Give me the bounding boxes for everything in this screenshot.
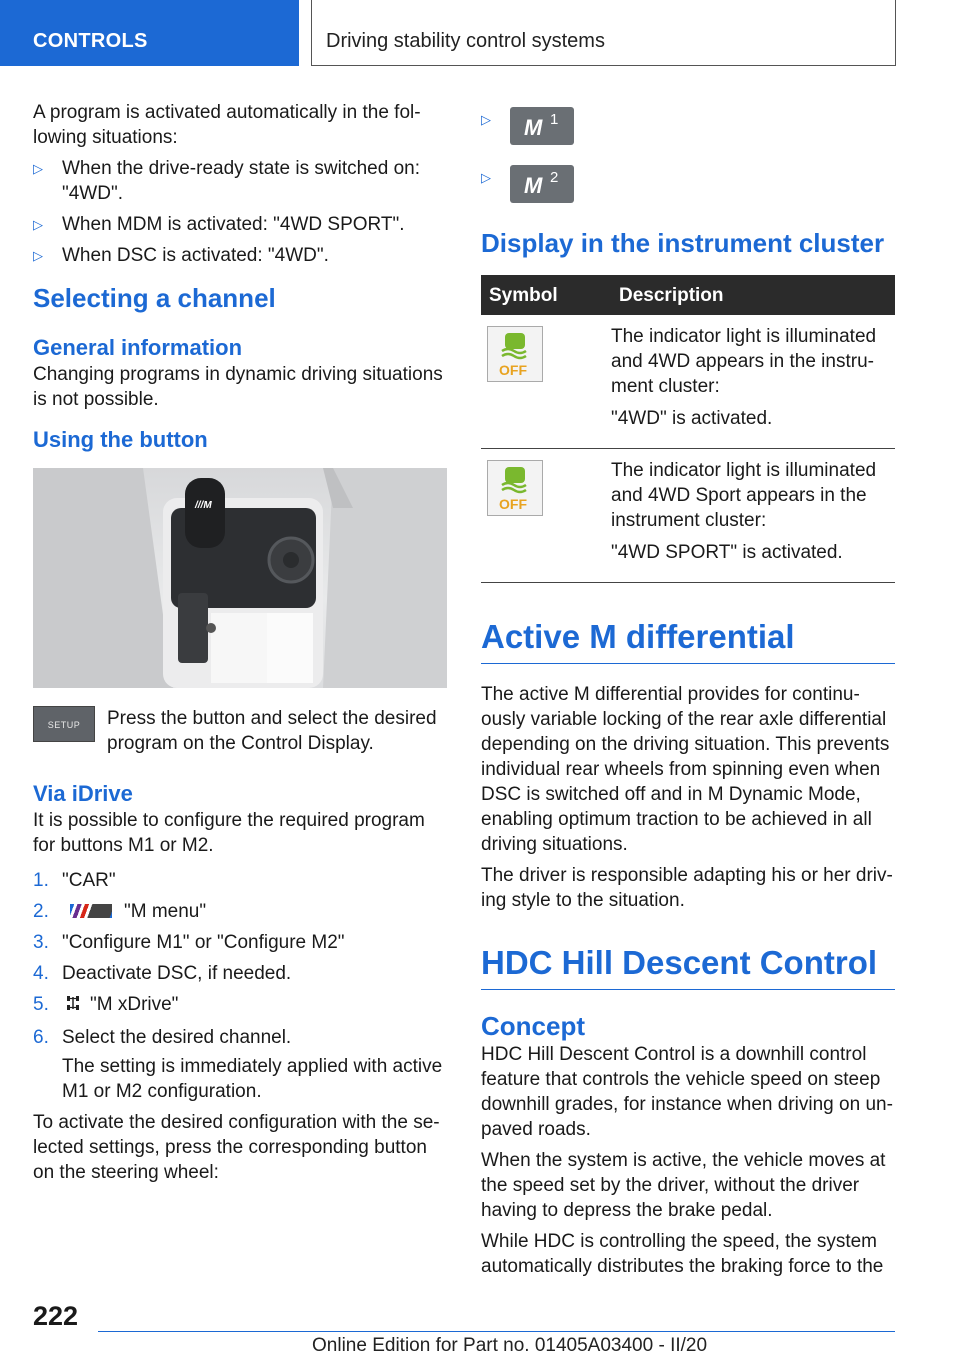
active-paragraph-1: The active M differential provides for continu-ously variable locking of the rear axle differential depending on the driving situation. This prevents individual rear wheels from spinning even when DSC is switched off and in M Dynamic Mode, enabling optimum traction to be achieved in all driving situations. xyxy=(481,684,890,855)
xdrive-icon xyxy=(66,994,82,1019)
right-column xyxy=(481,107,895,1285)
list-item xyxy=(481,165,895,205)
heading-general-information: General information xyxy=(33,335,243,360)
m-button-list xyxy=(481,107,895,205)
configure-steps xyxy=(33,868,447,1050)
idrive-text: It is possible to configure the required program for buttons M1 or M2. xyxy=(33,810,425,856)
table-row: OFF The indicator light is illuminated and 4WD Sport appears in the instrument cluster: "4WD SPORT" is activated. xyxy=(481,449,895,583)
triangle-bullet-icon: ▷ xyxy=(481,170,491,185)
list-item: 5. "M xDrive" xyxy=(33,992,447,1019)
triangle-bullet-icon: ▷ xyxy=(33,161,43,176)
triangle-bullet-icon: ▷ xyxy=(33,248,43,263)
svg-text:///M: ///M xyxy=(195,500,212,511)
hdc-paragraph-2: When the system is active, the vehicle moves at the speed set by the driver, without the driver having to depress the brake pedal. xyxy=(481,1150,886,1221)
list-item: ▷ When DSC is activated: "4WD". xyxy=(33,245,329,266)
active-paragraph-2: The driver is responsible adapting his or her driv-ing style to the situation. xyxy=(481,865,893,911)
list-item: 3. "Configure M1" or "Configure M2" xyxy=(33,932,345,953)
table-header-row xyxy=(481,275,895,315)
step6-note: The setting is immediately applied with active M1 or M2 configuration. xyxy=(62,1056,443,1102)
footer-edition: Online Edition for Part no. 01405A03400 - II/20 xyxy=(312,1335,708,1356)
list-item: 1. "CAR" xyxy=(33,870,116,891)
svg-text:OFF: OFF xyxy=(499,362,527,378)
heading-display-cluster: Display in the instrument cluster xyxy=(481,228,885,258)
list-item: 2. "M menu" xyxy=(33,901,207,922)
auto-activation-list xyxy=(33,156,447,268)
heading-selecting-channel: Selecting a channel xyxy=(33,283,276,313)
activate-text: To activate the desired configuration with the se-lected settings, press the corresponding button on the steering wheel: xyxy=(33,1112,440,1183)
setup-text: Press the button and select the desired program on the Control Display. xyxy=(107,708,437,754)
m1-button-icon: M 1 xyxy=(510,107,574,145)
hdc-paragraph-3: While HDC is controlling the speed, the system automatically distributes the braking force to the xyxy=(481,1231,884,1277)
m2-button-icon: M 2 xyxy=(510,165,574,203)
list-item: ▷ When MDM is activated: "4WD SPORT". xyxy=(33,214,405,235)
heading-hdc: HDC Hill Descent Control xyxy=(481,943,895,990)
chapter-header xyxy=(311,0,896,66)
traction-off-icon xyxy=(487,460,543,516)
list-item: 6. Select the desired channel. xyxy=(33,1027,292,1048)
hdc-paragraph-1: HDC Hill Descent Control is a downhill control feature that controls the vehicle speed on steep downhill grades, for instance when driving on un-paved roads. xyxy=(481,1044,893,1140)
page-number: 222 xyxy=(33,1301,79,1331)
triangle-bullet-icon: ▷ xyxy=(481,112,491,127)
setup-button: SETUP xyxy=(33,706,95,742)
heading-via-idrive: Via iDrive xyxy=(33,781,133,806)
table-row: OFF The indicator light is illuminated and 4WD appears in the instru-ment cluster: "4WD" is activated. xyxy=(481,315,895,449)
m-stripes-icon xyxy=(70,904,112,918)
center-console-image xyxy=(33,468,447,688)
general-text: Changing programs in dynamic driving situations is not possible. xyxy=(33,364,443,410)
column-header: Description xyxy=(611,275,895,315)
svg-text:OFF: OFF xyxy=(499,496,527,512)
heading-using-button: Using the button xyxy=(33,427,208,452)
setup-row xyxy=(33,706,447,756)
section-tab xyxy=(0,0,299,66)
chapter-title: Driving stability control systems xyxy=(326,30,605,52)
list-item: 4. Deactivate DSC, if needed. xyxy=(33,963,292,984)
symbol-table xyxy=(481,275,895,583)
heading-active-m-differential: Active M differential xyxy=(481,617,895,664)
traction-off-icon xyxy=(487,326,543,382)
triangle-bullet-icon: ▷ xyxy=(33,217,43,232)
list-item xyxy=(481,107,895,147)
section-label: CONTROLS xyxy=(33,30,148,52)
left-column xyxy=(33,100,447,1185)
list-item: ▷ When the drive-ready state is switched on: "4WD". xyxy=(33,158,421,204)
footer-divider xyxy=(98,1331,895,1332)
heading-concept: Concept xyxy=(481,1011,585,1041)
intro-text: A program is activated automatically in the fol-lowing situations: xyxy=(33,102,421,148)
column-header: Symbol xyxy=(481,275,611,315)
